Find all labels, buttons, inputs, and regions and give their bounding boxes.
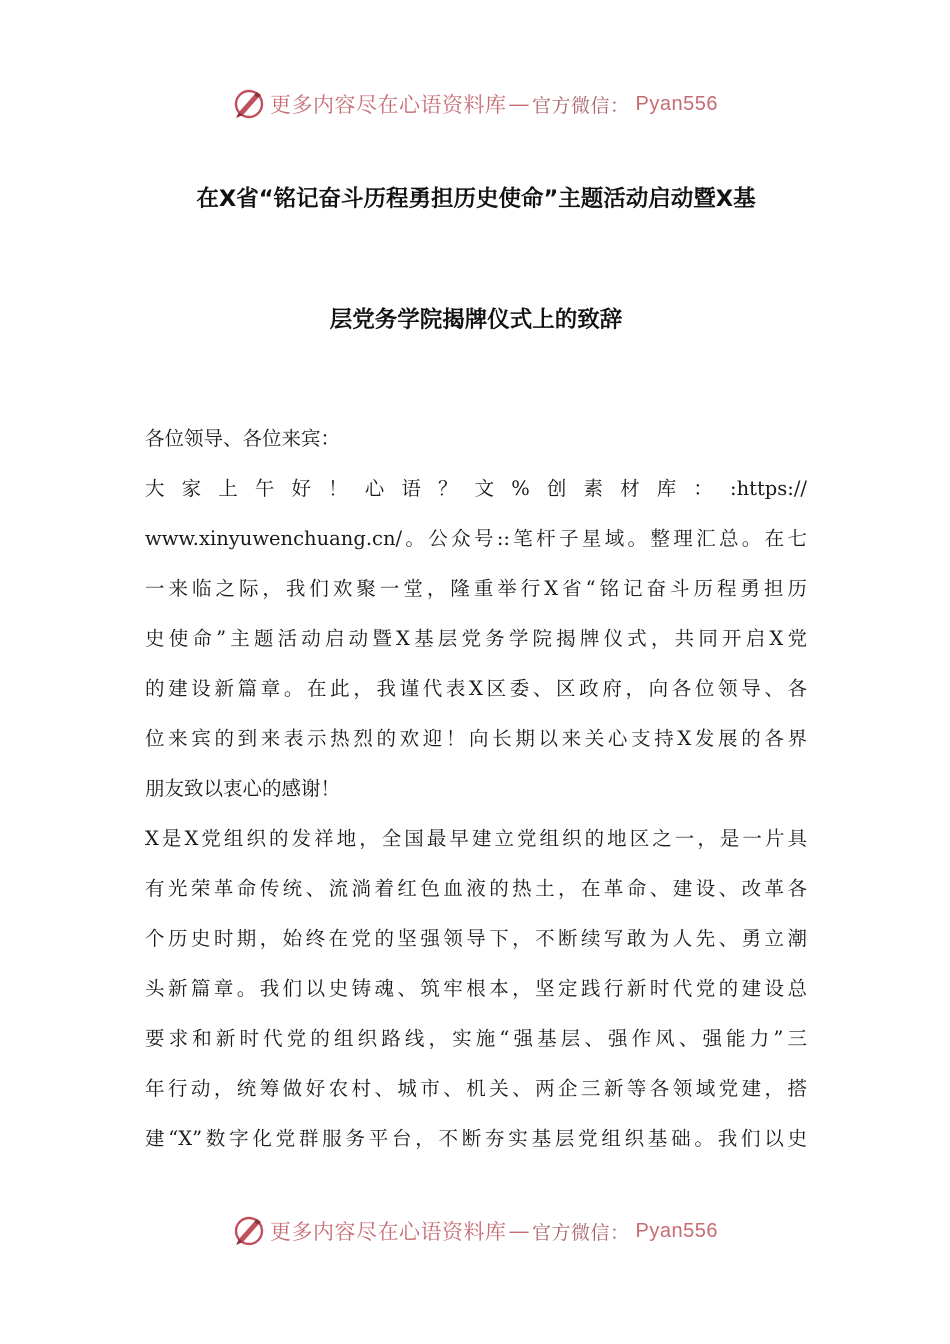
body-line: 朋友致以衷心的感谢！: [145, 777, 341, 800]
body-line: 一来临之际，我们欢聚一堂，隆重举行X省“铭记奋斗历程勇担历: [145, 577, 807, 600]
document-body: [145, 414, 807, 1164]
body-line: 史使命”主题活动启动暨X基层党务学院揭牌仪式，共同开启X党: [145, 627, 807, 650]
body-line: X是X党组织的发祥地，全国最早建立党组织的地区之一，是一片具: [145, 827, 807, 850]
watermark-subtext: 官方微信：: [532, 1221, 630, 1244]
body-line: www.xinyuwenchuang.cn/。公众号::笔杆子星域。整理汇总。在七: [145, 527, 807, 550]
document-title-line-1: 在X省“铭记奋斗历程勇担历史使命”主题活动启动暨X基: [196, 186, 756, 212]
pen-logo-icon: [232, 1214, 266, 1248]
body-line: 大家上午好！心语？文%创素材库：:https://: [145, 477, 807, 500]
pen-logo-icon: [232, 87, 266, 121]
body-line: 要求和新时代党的组织路线，实施“强基层、强作风、强能力”三: [145, 1027, 807, 1050]
watermark-wechat-id: Pyan556: [635, 92, 718, 115]
header-watermark: [0, 84, 950, 124]
body-line: 各位领导、各位来宾：: [145, 427, 341, 450]
footer-watermark: [0, 1211, 950, 1251]
watermark-subtext: 官方微信：: [532, 94, 630, 117]
body-line: 的建设新篇章。在此，我谨代表X区委、区政府，向各位领导、各: [145, 677, 807, 700]
watermark-text: 更多内容尽在心语资料库: [270, 1220, 507, 1244]
body-line: 建“X”数字化党群服务平台，不断夯实基层党组织基础。我们以史: [145, 1127, 807, 1150]
watermark-text: 更多内容尽在心语资料库: [270, 93, 507, 117]
body-line: 有光荣革命传统、流淌着红色血液的热土，在革命、建设、改革各: [145, 877, 807, 900]
watermark-dash: —: [508, 1219, 530, 1243]
body-line: 位来宾的到来表示热烈的欢迎！向长期以来关心支持X发展的各界: [145, 727, 807, 750]
watermark-dash: —: [508, 92, 530, 116]
body-line: 头新篇章。我们以史铸魂、筑牢根本，坚定践行新时代党的建设总: [145, 977, 807, 1000]
body-line: 年行动，统筹做好农村、城市、机关、两企三新等各领域党建，搭: [145, 1077, 807, 1100]
watermark-wechat-id: Pyan556: [635, 1219, 718, 1242]
body-line: 个历史时期，始终在党的坚强领导下，不断续写敢为人先、勇立潮: [145, 927, 807, 950]
document-title-line-2: 层党务学院揭牌仪式上的致辞: [329, 307, 623, 333]
